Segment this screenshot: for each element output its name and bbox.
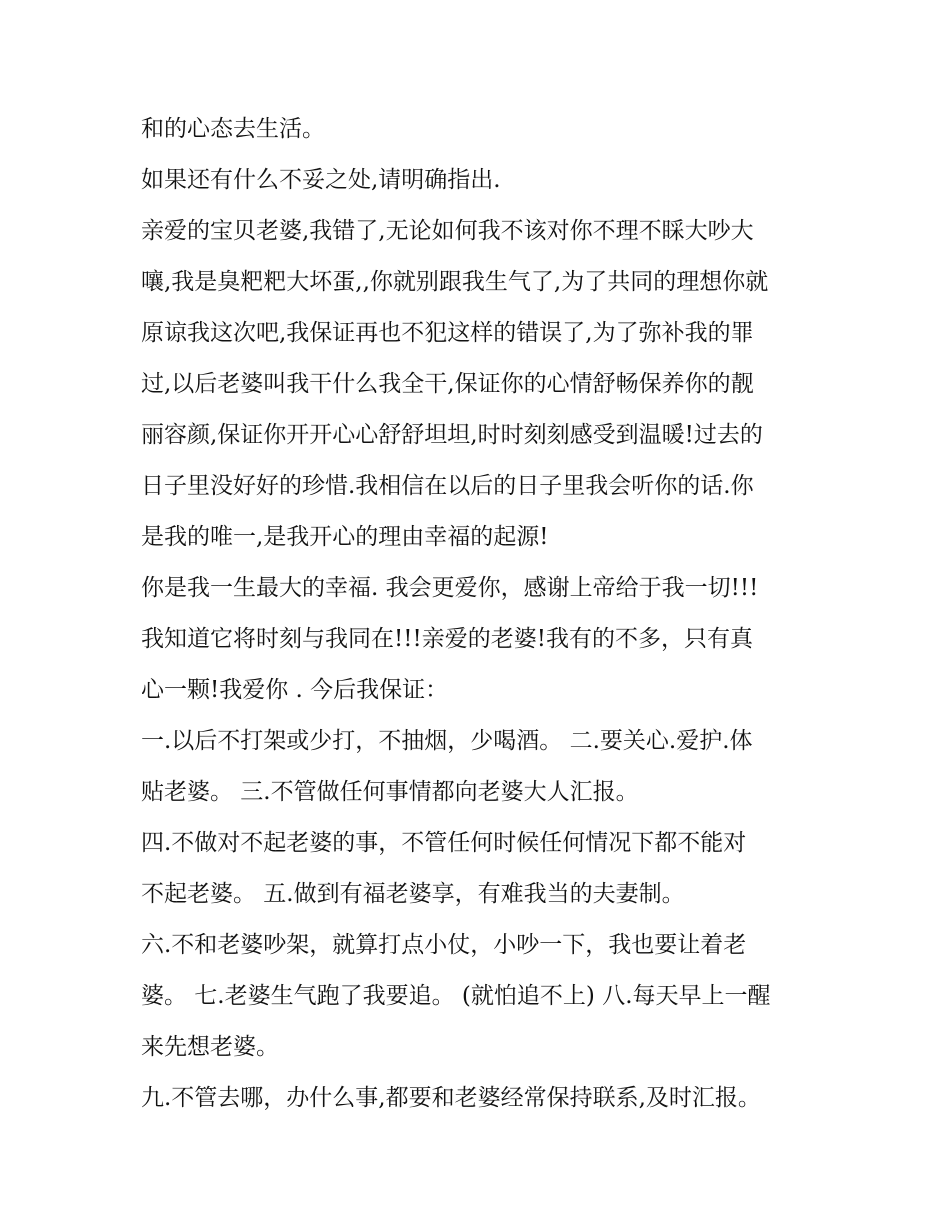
- text-line-3: 亲爱的宝贝老婆,我错了,无论如何我不该对你不理不睬大吵大: [141, 218, 754, 244]
- text-line-5: 原谅我这次吧,我保证再也不犯这样的错误了,为了弥补我的罪: [141, 320, 754, 346]
- text-line-8: 日子里没好好的珍惜.我相信在以后的日子里我会听你的话.你: [141, 473, 754, 499]
- text-line-11: 我知道它将时刻与我同在!!!亲爱的老婆!我有的不多，只有真: [141, 626, 753, 652]
- text-line-12: 心一颗!我爱你 . 今后我保证：: [141, 677, 449, 703]
- text-line-13: 一.以后不打架或少打，不抽烟，少喝酒。 二.要关心.爱护.体: [141, 728, 753, 754]
- document-body: [141, 104, 821, 1124]
- text-line-9: 是我的唯一,是我开心的理由幸福的起源!: [141, 524, 549, 550]
- text-line-10: 你是我一生最大的幸福. 我会更爱你，感谢上帝给于我一切!!!: [141, 575, 759, 601]
- text-line-6: 过,以后老婆叫我干什么我全干,保证你的心情舒畅保养你的靓: [141, 371, 754, 397]
- text-line-7: 丽容颜,保证你开开心心舒舒坦坦,时时刻刻感受到温暖!过去的: [141, 422, 763, 448]
- text-line-15: 四.不做对不起老婆的事，不管任何时候任何情况下都不能对: [141, 830, 747, 856]
- text-line-2: 如果还有什么不妥之处,请明确指出.: [141, 167, 501, 193]
- text-line-18: 婆。 七.老婆生气跑了我要追。 (就怕追不上) 八.每天早上一醒: [141, 983, 771, 1009]
- text-line-4: 嚷,我是臭粑粑大坏蛋,,你就别跟我生气了,为了共同的理想你就: [141, 269, 769, 295]
- text-line-17: 六.不和老婆吵架，就算打点小仗，小吵一下，我也要让着老: [141, 932, 747, 958]
- text-line-19: 来先想老婆。: [141, 1034, 279, 1060]
- text-line-14: 贴老婆。 三.不管做任何事情都向老婆大人汇报。: [141, 779, 639, 805]
- text-line-1: 和的心态去生活。: [141, 116, 325, 142]
- text-line-20: 九.不管去哪，办什么事,都要和老婆经常保持联系,及时汇报。: [141, 1085, 761, 1111]
- text-line-16: 不起老婆。 五.做到有福老婆享，有难我当的夫妻制。: [141, 881, 685, 907]
